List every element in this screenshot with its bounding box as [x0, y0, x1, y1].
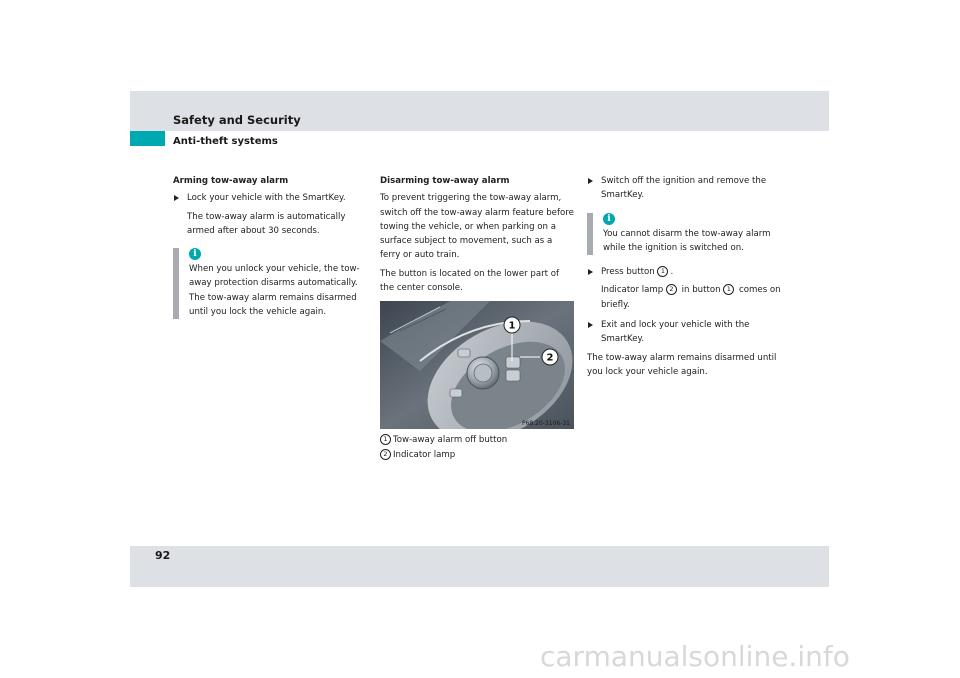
- section-tab-marker: [130, 131, 165, 146]
- step-exit-lock: [587, 318, 785, 347]
- footer-band: [130, 546, 829, 587]
- bullet-arrow-icon: [588, 269, 593, 275]
- legend-1-text: Tow-away alarm off button: [393, 435, 508, 446]
- info-note: [587, 213, 785, 256]
- step-text-pre: Press button: [601, 267, 655, 278]
- column-arming: [173, 174, 365, 329]
- bullet-arrow-icon: [588, 178, 593, 184]
- info-note-text: You cannot disarm the tow-away alarm while the ignition is switched on.: [603, 228, 771, 253]
- button-number: 1: [723, 284, 734, 295]
- lamp-number: 2: [666, 284, 677, 295]
- watermark: carmanualsonline.info: [540, 640, 850, 673]
- legend-item-1: [380, 433, 575, 447]
- step-press-button: [587, 265, 785, 279]
- column-steps: [587, 174, 785, 383]
- page-number: 92: [155, 549, 171, 562]
- center-console-photo: [380, 301, 574, 429]
- legend-item-2: [380, 448, 575, 462]
- section-subtitle: Anti-theft systems: [173, 136, 278, 147]
- step-switch-off-ignition: [587, 174, 785, 203]
- photo-code: P68.20-3106-31: [521, 420, 570, 428]
- bullet-arrow-icon: [588, 322, 593, 328]
- info-note-text: When you unlock your vehicle, the tow-away protection disarms automatically. The tow-away alarm remains disarmed until you lock the vehicle again.: [189, 264, 360, 318]
- info-icon: i: [603, 213, 615, 225]
- legend-2-text: Indicator lamp: [393, 449, 456, 460]
- legend-1-number: 1: [380, 434, 391, 445]
- result-text-b: in button: [681, 285, 721, 296]
- step-result-indicator: [587, 283, 785, 312]
- step-text: Exit and lock your vehicle with the SmartKey.: [601, 320, 750, 345]
- info-note: [173, 248, 365, 319]
- heading-disarming: Disarming tow-away alarm: [380, 176, 510, 186]
- step-text: Switch off the ignition and remove the SmartKey.: [601, 176, 767, 201]
- closing-note: The tow-away alarm remains disarmed until you lock your vehicle again.: [587, 352, 777, 377]
- result-text-a: Indicator lamp: [601, 285, 664, 296]
- section-title: Safety and Security: [173, 113, 301, 127]
- step-result-text: The tow-away alarm is automatically armed after about 30 seconds.: [187, 211, 346, 236]
- callout-2-label: 2: [546, 352, 554, 364]
- step-text-post: .: [670, 267, 674, 278]
- bullet-arrow-icon: [174, 195, 179, 201]
- paragraph-prevent-trigger: To prevent triggering the tow-away alarm, switch off the tow-away alarm feature before towing the vehicle, or when parking on a surface subject to movement, such as a ferry or auto train.: [380, 193, 574, 261]
- callout-1-label: 1: [508, 320, 516, 332]
- step-text: Lock your vehicle with the SmartKey.: [187, 193, 346, 204]
- info-icon: i: [189, 248, 201, 260]
- result-text-c: comes on briefly.: [601, 285, 781, 310]
- paragraph-button-location: The button is located on the lower part of the center console.: [380, 268, 560, 294]
- button-number: 1: [657, 266, 668, 277]
- column-disarming: [380, 174, 575, 462]
- step-lock-vehicle: [173, 191, 365, 205]
- legend-2-number: 2: [380, 449, 391, 460]
- heading-arming: Arming tow-away alarm: [173, 176, 289, 186]
